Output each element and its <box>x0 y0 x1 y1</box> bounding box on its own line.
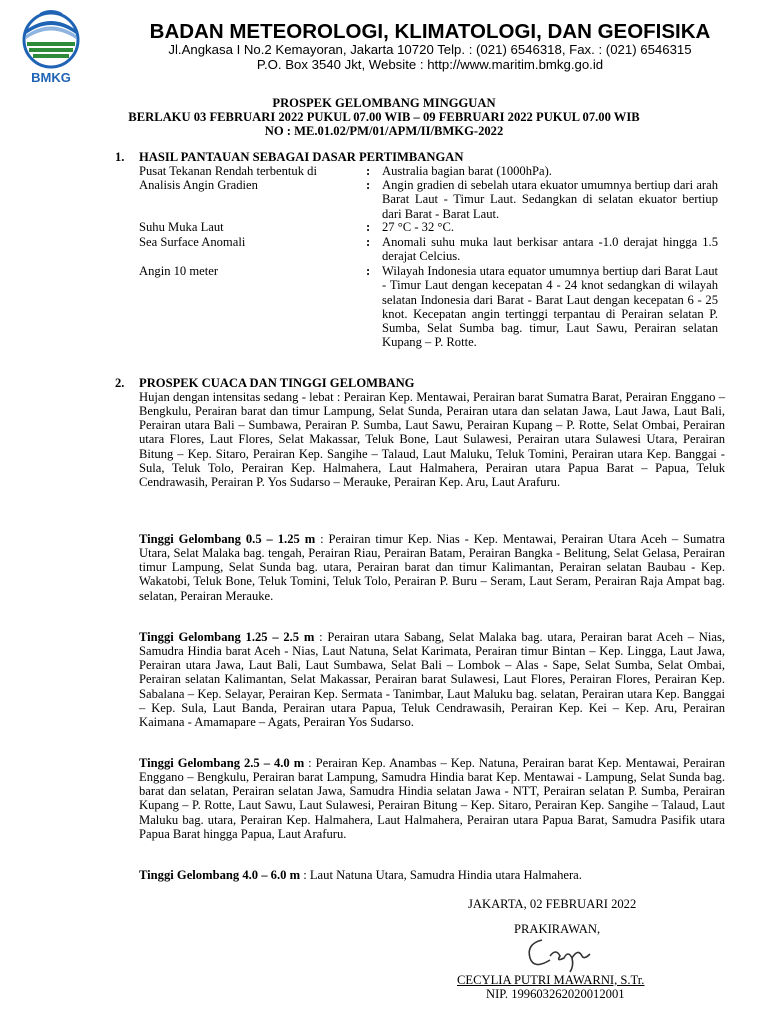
wave-forecast-paragraph <box>139 630 725 729</box>
item-label: Sea Surface Anomali <box>139 235 246 249</box>
weather-forecast-paragraph: Hujan dengan intensitas sedang - lebat : Perairan Kep. Mentawai, Perairan barat Sumatra Barat, Perairan Enggano – Bengkulu, Perairan barat dan timur Lampung, Selat Sunda, Perairan utara dan selatan Jawa, Laut Jawa, Laut Bali, Perairan utara Bali – Sumbawa, Perairan P. Sumba, Laut Sawu, Perairan Kupang – P. Rotte, Selat Ombai, Perairan utara Flores, Laut Flores, Selat Makassar, Teluk Bone, Laut Sulawesi, Perairan utara Sulawesi Utara, Perairan Bitung – Kep. Sitaro, Perairan Kep. Sangihe – Talaud, Laut Maluku, Teluk Tomini, Perairan utara Kep. Banggai - Sula, Teluk Tolo, Perairan Kep. Halmahera, Laut Halmahera, Perairan utara Papua Barat – Papua, Teluk Cendrawasih, Perairan P. Yos Sudarso – Merauke, Perairan Kep. Aru, Laut Arafuru. <box>139 390 725 489</box>
validity-period: BERLAKU 03 FEBRUARI 2022 PUKUL 07.00 WIB – 09 FEBRUARI 2022 PUKUL 07.00 WIB <box>128 110 640 124</box>
item-value: Wilayah Indonesia utara equator umumnya bertiup dari Barat Laut - Timur Laut dengan kecepatan 4 - 24 knot sedangkan di wilayah selatan Indonesia dari Barat - Barat Laut dengan kecepatan 6 - 25 knot. Kecepatan angin tertinggi terpantau di Perairan selatan P. Sumba, Selat Sumba bag. timur, Laut Sawu, Perairan selatan Kupang – P. Rotte. <box>382 264 718 350</box>
item-value: Anomali suhu muka laut berkisar antara -1.0 derajat hingga 1.5 derajat Celcius. <box>382 235 718 264</box>
item-label: Angin 10 meter <box>139 264 219 278</box>
wave-separator: : <box>304 756 316 770</box>
signer-name: CECYLIA PUTRI MAWARNI, S.Tr. <box>457 973 645 987</box>
place-date: JAKARTA, 02 FEBRUARI 2022 <box>468 897 637 911</box>
item-colon: : <box>366 220 371 234</box>
address-line-2: P.O. Box 3540 Jkt, Website : http://www.maritim.bmkg.go.id <box>256 57 604 72</box>
wave-height-label: Tinggi Gelombang 0.5 – 1.25 m <box>139 532 316 546</box>
item-colon: : <box>366 264 371 278</box>
wave-areas: Perairan utara Sabang, Selat Malaka bag. utara, Perairan barat Aceh – Nias, Samudra Hindia barat Aceh - Nias, Laut Natuna, Selat Karimata, Perairan timur Bintan – Kep. Lingga, Laut Jawa, Perairan utara Jawa, Laut Bali, Laut Sumbawa, Selat Bali – Lombok – Alas - Sape, Selat Sumba, Selat Ombai, Perairan selatan Kalimantan, Selat Makassar, Perairan barat Sulawesi, Laut Flores, Perairan Flores, Perairan Kep. Sabalana – Kep. Selayar, Perairan Kep. Sermata - Tanimbar, Laut Maluku bag. selatan, Perairan utara Kep. Banggai – Kep. Sula, Laut Banda, Perairan utara Papua, Teluk Cendrawasih, Perairan Kep. Kei – Kep. Aru, Perairan Kaimana - Amamapare – Agats, Perairan Yos Sudarso. <box>139 630 726 729</box>
wave-separator: : <box>314 630 328 644</box>
wave-forecast-paragraph <box>139 868 725 882</box>
signer-role: PRAKIRAWAN, <box>514 922 601 936</box>
wave-forecast-paragraph <box>139 532 725 603</box>
wave-separator: : <box>300 868 310 882</box>
item-label: Pusat Tekanan Rendah terbentuk di <box>139 164 317 178</box>
wave-forecast-paragraph <box>139 756 725 841</box>
item-label: Suhu Muka Laut <box>139 220 224 234</box>
item-colon: : <box>366 178 371 192</box>
section-1-number: 1. <box>115 150 125 164</box>
document-title: PROSPEK GELOMBANG MINGGUAN <box>272 96 496 110</box>
item-colon: : <box>366 164 371 178</box>
wave-areas: Perairan timur Kep. Nias - Kep. Mentawai, Perairan Utara Aceh – Sumatra Utara, Selat Malaka bag. tengah, Perairan Riau, Perairan Batam, Perairan Bangka - Belitung, Selat Gelasa, Perairan timur Lampung, Selat Sunda bag. utara, Perairan barat dan timur Kalimantan, Perairan selatan Baubau - Kep. Wakatobi, Teluk Bone, Teluk Tomini, Teluk Tolo, Perairan P. Buru – Seram, Laut Seram, Perairan Raja Ampat bag. selatan, Perairan Merauke. <box>139 532 725 603</box>
item-value: 27 °C - 32 °C. <box>382 220 454 234</box>
wave-areas: Laut Natuna Utara, Samudra Hindia utara Halmahera. <box>309 868 582 882</box>
item-value: Australia bagian barat (1000hPa). <box>382 164 552 178</box>
bmkg-logo <box>10 6 92 88</box>
handwritten-signature <box>520 930 600 974</box>
institution-name: BADAN METEOROLOGI, KLIMATOLOGI, DAN GEOFISIKA <box>149 20 711 43</box>
item-value: Angin gradien di sebelah utara ekuator umumnya bertiup dari arah Barat Laut - Timur Laut. Sedangkan di selatan ekuator bertiup dari Barat - Barat Laut. <box>382 178 718 221</box>
address-line-1: Jl.Angkasa I No.2 Kemayoran, Jakarta 10720 Telp. : (021) 6546318, Fax. : (021) 6546315 <box>168 42 692 57</box>
wave-separator: : <box>315 532 329 546</box>
wave-height-label: Tinggi Gelombang 2.5 – 4.0 m <box>139 756 305 770</box>
item-colon: : <box>366 235 371 249</box>
section-2-heading: PROSPEK CUACA DAN TINGGI GELOMBANG <box>139 376 415 390</box>
signer-nip: NIP. 199603262020012001 <box>486 987 625 1001</box>
wave-areas: Perairan Kep. Anambas – Kep. Natuna, Perairan barat Kep. Mentawai, Perairan Enggano – Bengkulu, Perairan barat Lampung, Samudra Hindia barat Kep. Mentawai - Lampung, Selat Sunda bag. barat dan selatan, Perairan selatan Jawa, Samudra Hindia selatan Jawa - NTT, Perairan selatan P. Sumba, Perairan Kupang – P. Rotte, Laut Sawu, Laut Sulawesi, Perairan Bitung – Kep. Sitaro, Perairan Kep. Sangihe – Talaud, Laut Maluku bag. utara, Perairan Kep. Halmahera, Laut Halmahera, Perairan utara Papua Barat, Samudra Pasifik utara Papua Barat hingga Papua, Laut Arafuru. <box>139 756 725 841</box>
wave-height-label: Tinggi Gelombang 4.0 – 6.0 m <box>139 868 301 882</box>
document-number: NO : ME.01.02/PM/01/APM/II/BMKG-2022 <box>264 124 504 138</box>
wave-height-label: Tinggi Gelombang 1.25 – 2.5 m <box>139 630 315 644</box>
logo-text: BMKG <box>31 70 71 85</box>
item-label: Analisis Angin Gradien <box>139 178 258 192</box>
section-1-heading: HASIL PANTAUAN SEBAGAI DASAR PERTIMBANGAN <box>139 150 464 164</box>
section-2-number: 2. <box>115 376 125 390</box>
